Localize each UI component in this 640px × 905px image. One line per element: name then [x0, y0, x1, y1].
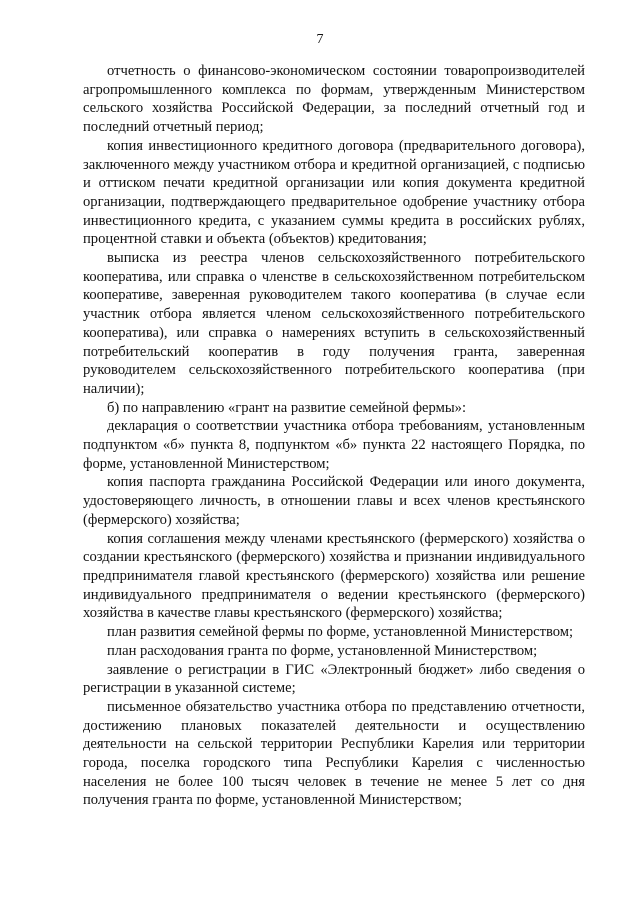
paragraph-spending-plan: план расходования гранта по форме, установленной Министерством; — [107, 642, 538, 659]
paragraph-written-obligation: письменное обязательство участника отбора по представлению отчетности, достижению плановых показателей деятельности и осуществлению деятельности на сельской территории Республики Карелия или территории города, поселка городского типа Республики Карелия с численностью населения не более 100 тысяч человек в течение не менее 5 лет со дня получения гранта по форме, установленной Министерством; — [83, 698, 585, 809]
paragraph-gis-registration: заявление о регистрации в ГИС «Электронный бюджет» либо сведения о регистрации в указанной системе; — [83, 661, 585, 697]
paragraph-declaration: декларация о соответствии участника отбора требованиям, установленным подпунктом «б» пункта 8, подпунктом «б» пункта 22 настоящего Порядка, по форме, установленной Министерством; — [83, 418, 585, 472]
paragraph-financial-report: отчетность о финансово-экономическом состоянии товаропроизводителей агропромышленного комплекса по формам, утвержденным Министерством сельского хозяйства Российской Федерации, за последний отчетный год и последний отчетный период; — [83, 63, 585, 136]
paragraph-credit-agreement: копия инвестиционного кредитного договора (предварительного договора), заключенного между участником отбора и кредитной организацией, с подписью и оттиском печати кредитной организации или копия документа кредитной организации, подтверждающего предварительное одобрение участнику отбора инвестиционного кредита, с указанием суммы кредита в российских рублях, процентной ставки и объекта (объектов) кредитования; — [83, 137, 585, 248]
paragraph-passport-copy: копия паспорта гражданина Российской Федерации или иного документа, удостоверяющего личность, в отношении главы и всех членов крестьянского (фермерского) хозяйства; — [83, 474, 585, 528]
paragraph-family-farm-heading: б) по направлению «грант на развитие семейной фермы»: — [107, 399, 467, 416]
page-number: 7 — [316, 32, 324, 47]
paragraph-farm-agreement: копия соглашения между членами крестьянского (фермерского) хозяйства о создании крестьянского (фермерского) хозяйства и признании индивидуального предпринимателя главой крестьянского (фермерского) хозяйства или решение индивидуального предпринимателя о ведении крестьянского (фермерского) хозяйства в качестве главы крестьянского (фермерского) хозяйства; — [83, 530, 585, 622]
paragraph-cooperative-extract: выписка из реестра членов сельскохозяйственного потребительского кооператива, или справка о членстве в сельскохозяйственном потребительском кооперативе, заверенная руководителем такого кооператива (в случае если участник отбора является членом сельскохозяйственного потребительского кооператива), или справка о намерениях вступить в сельскохозяйственный потребительский кооператив в году получения гранта, заверенная руководителем сельскохозяйственного потребительского кооператива (при наличии); — [83, 250, 585, 397]
document-body — [83, 62, 585, 810]
paragraph-development-plan: план развития семейной фермы по форме, установленной Министерством; — [107, 624, 574, 641]
